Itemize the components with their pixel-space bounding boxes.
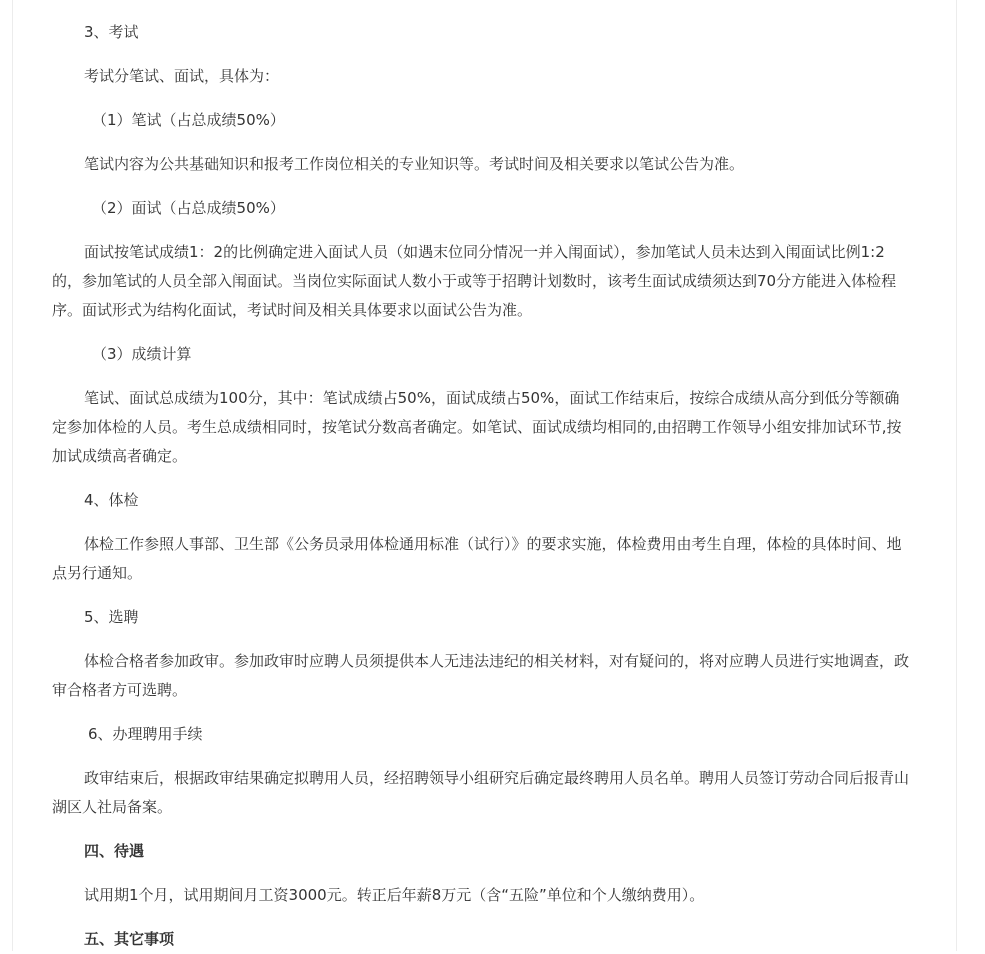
section-heading-other-matters: 五、其它事项 xyxy=(84,930,175,948)
hiring-procedure-paragraph: 政审结束后，根据政审结果确定拟聘用人员，经招聘领导小组研究后确定最终聘用人员名单。聘用人员签订劳动合同后报青山湖区人社局备案。 xyxy=(52,769,910,816)
medical-paragraph: 体检工作参照人事部、卫生部《公务员录用体检通用标准（试行）》的要求实施，体检费用由考生自理，体检的具体时间、地点另行通知。 xyxy=(52,535,902,582)
section-heading-hiring-procedure: 6、办理聘用手续 xyxy=(88,725,203,743)
written-exam-heading: （1）笔试（占总成绩50%） xyxy=(92,111,285,129)
score-calculation-paragraph: 笔试、面试总成绩为100分，其中：笔试成绩占50%，面试成绩占50%，面试工作结束后，按综合成绩从高分到低分等额确定参加体检的人员。考生总成绩相同时，按笔试分数高者确定。如笔试、面试成绩均相同的,由招聘工作领导小组安排加试环节,按加试成绩高者确定。 xyxy=(52,389,902,465)
exam-intro-paragraph: 考试分笔试、面试，具体为： xyxy=(84,67,280,85)
score-calculation-heading: （3）成绩计算 xyxy=(92,345,192,363)
written-exam-paragraph: 笔试内容为公共基础知识和报考工作岗位相关的专业知识等。考试时间及相关要求以笔试公告为准。 xyxy=(84,155,745,173)
section-heading-exam: 3、考试 xyxy=(84,23,139,41)
section-heading-selection: 5、选聘 xyxy=(84,608,139,626)
interview-paragraph: 面试按笔试成绩1：2的比例确定进入面试人员（如遇末位同分情况一并入闱面试），参加笔试人员未达到入闱面试比例1:2的，参加笔试的人员全部入闱面试。当岗位实际面试人数小于或等于招聘计划数时，该考生面试成绩须达到70分方能进入体检程序。面试形式为结构化面试，考试时间及相关具体要求以面试公告为准。 xyxy=(52,243,897,319)
compensation-paragraph: 试用期1个月，试用期间月工资3000元。转正后年薪8万元（含“五险”单位和个人缴纳费用）。 xyxy=(84,886,705,904)
interview-heading: （2）面试（占总成绩50%） xyxy=(92,199,285,217)
section-heading-compensation: 四、待遇 xyxy=(84,842,145,860)
article-body xyxy=(52,18,914,954)
selection-paragraph: 体检合格者参加政审。参加政审时应聘人员须提供本人无违法违纪的相关材料，对有疑问的，将对应聘人员进行实地调查，政审合格者方可选聘。 xyxy=(52,652,910,699)
section-heading-medical: 4、体检 xyxy=(84,491,139,509)
